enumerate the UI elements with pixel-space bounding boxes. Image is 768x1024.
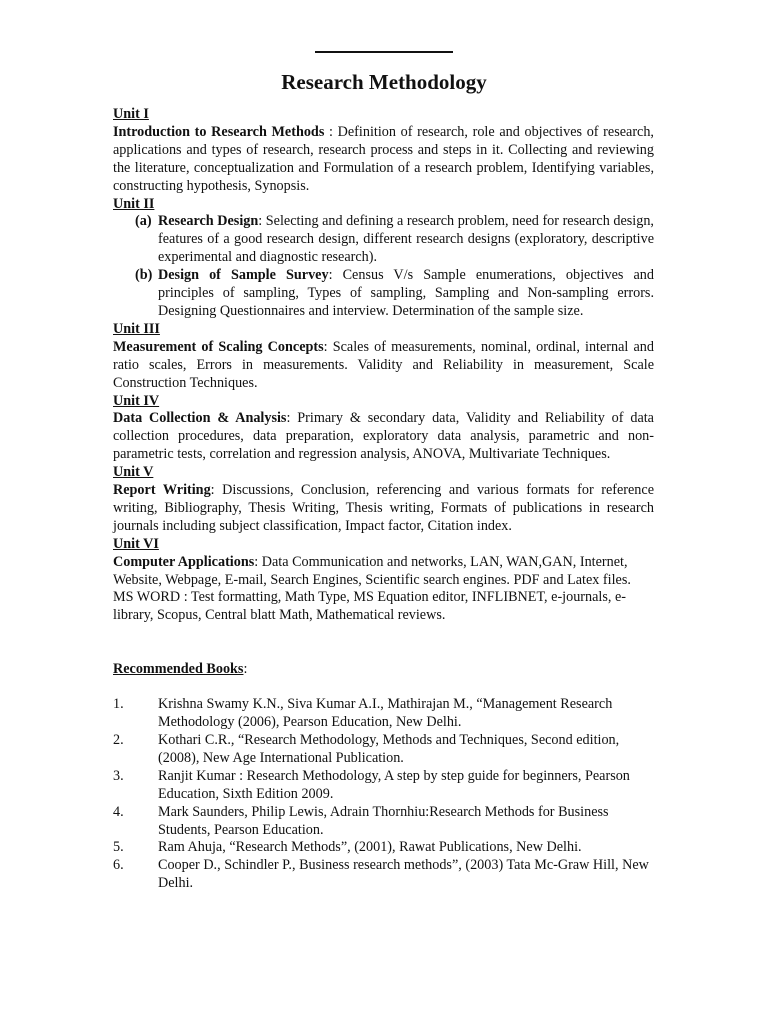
subitem-text: Selecting and defining a research problem, need for research design, features of a good research design, different research designs (exploratory, descriptive experimental and diagnostic research). bbox=[158, 213, 654, 266]
term-separator: : bbox=[258, 213, 266, 230]
book-item bbox=[113, 857, 654, 893]
subitem-description bbox=[158, 267, 654, 321]
books-heading-label: Recommended Books bbox=[113, 661, 244, 678]
book-number: 4. bbox=[113, 803, 124, 820]
unit-text: Primary & secondary data, Validity and Reliability of data collection procedures, data preparation, exploratory data analysis, parametric and non-parametric tests, correlation and regression analysis, ANOVA, Multivariate Techniques. bbox=[113, 410, 654, 463]
book-citation: Cooper D., Schindler P., Business research methods”, (2003) Tata Mc-Graw Hill, New Delhi. bbox=[158, 857, 649, 892]
unit-subitem bbox=[113, 267, 654, 321]
unit-text: Data Communication and networks, LAN, WAN,GAN, Internet, Website, Webpage, E-mail, Search Engines, Scientific search engines. PDF and Latex files. bbox=[113, 553, 631, 588]
book-item bbox=[113, 696, 654, 732]
book-number: 6. bbox=[113, 857, 124, 874]
subitem-description bbox=[158, 213, 654, 267]
term-separator: : bbox=[324, 123, 338, 140]
unit-term: Introduction to Research Methods bbox=[113, 123, 325, 140]
books-heading-suffix: : bbox=[243, 661, 248, 678]
books-heading bbox=[113, 661, 654, 679]
book-list bbox=[113, 696, 654, 893]
term-separator: : bbox=[254, 553, 262, 570]
subitem-text: Census V/s Sample enumerations, objectives and principles of sampling, Types of sampling, Sampling and Non-sampling errors. Designing Questionnaires and interview. Determination of the sample size. bbox=[158, 267, 654, 319]
unit-term: Measurement of Scaling Concepts bbox=[113, 338, 324, 355]
unit-heading: Unit II bbox=[113, 195, 155, 212]
book-item bbox=[113, 768, 654, 804]
book-item bbox=[113, 732, 654, 768]
unit-description bbox=[113, 124, 654, 196]
term-separator: : bbox=[286, 410, 298, 427]
unit-text: Definition of research, role and objectives of research, applications and types of research, research process and steps in it. Collecting and reviewing the literature, conceptualization and Formulation of a research problem, Identifying variables, constructing hypothesis, Synopsis. bbox=[113, 123, 654, 194]
unit-heading: Unit IV bbox=[113, 392, 160, 409]
top-rule bbox=[315, 51, 453, 53]
unit-subitem bbox=[113, 213, 654, 267]
book-number: 2. bbox=[113, 732, 124, 748]
book-number: 3. bbox=[113, 767, 124, 784]
book-citation: Mark Saunders, Philip Lewis, Adrain Thornhiu:Research Methods for Business Students, Pearson Education. bbox=[158, 803, 609, 838]
term-separator: : bbox=[323, 338, 333, 355]
book-citation: Kothari C.R., “Research Methodology, Methods and Techniques, Second edition, (2008), New Age International Publication. bbox=[158, 732, 620, 766]
unit-description bbox=[113, 482, 654, 536]
subitem-term: Design of Sample Survey bbox=[158, 267, 329, 284]
syllabus-content bbox=[113, 106, 654, 893]
unit-heading: Unit I bbox=[113, 106, 149, 122]
unit-term: Data Collection & Analysis bbox=[113, 410, 287, 427]
unit-description bbox=[113, 410, 654, 464]
book-citation: Ranjit Kumar : Research Methodology, A step by step guide for beginners, Pearson Education, Sixth Edition 2009. bbox=[158, 767, 630, 802]
unit-text: Discussions, Conclusion, referencing and various formats for reference writing, Bibliography, Thesis Writing, Thesis writing, Formats of publications in research journals including subject classification, Impact factor, Citation index. bbox=[113, 482, 654, 534]
book-number: 1. bbox=[113, 696, 124, 713]
unit-description bbox=[113, 339, 654, 393]
book-number: 5. bbox=[113, 839, 124, 856]
unit-description bbox=[113, 554, 654, 590]
unit-heading: Unit V bbox=[113, 464, 154, 481]
unit-extra-text: MS WORD : Test formatting, Math Type, MS Equation editor, INFLIBNET, e-journals, e-library, Scopus, Central blatt Math, Mathematical reviews. bbox=[113, 589, 626, 624]
subitem-marker: (b) bbox=[135, 267, 153, 284]
book-item bbox=[113, 839, 654, 857]
term-separator: : bbox=[328, 267, 343, 284]
unit-term: Report Writing bbox=[113, 482, 211, 499]
term-separator: : bbox=[210, 482, 223, 499]
book-citation: Ram Ahuja, “Research Methods”, (2001), Rawat Publications, New Delhi. bbox=[158, 839, 582, 856]
book-citation: Krishna Swamy K.N., Siva Kumar A.I., Mathirajan M., “Management Research Methodology (2006), Pearson Education, New Delhi. bbox=[158, 696, 613, 731]
subitem-marker: (a) bbox=[135, 213, 152, 230]
page-title: Research Methodology bbox=[281, 70, 487, 94]
unit-heading: Unit VI bbox=[113, 535, 159, 552]
unit-heading: Unit III bbox=[113, 320, 160, 337]
unit-term: Computer Applications bbox=[113, 553, 255, 570]
subitem-term: Research Design bbox=[158, 213, 259, 230]
book-item bbox=[113, 804, 654, 840]
unit-text: Scales of measurements, nominal, ordinal, internal and ratio scales, Errors in measurements. Validity and Reliability in measurement, Scale Construction Techniques. bbox=[113, 338, 654, 391]
